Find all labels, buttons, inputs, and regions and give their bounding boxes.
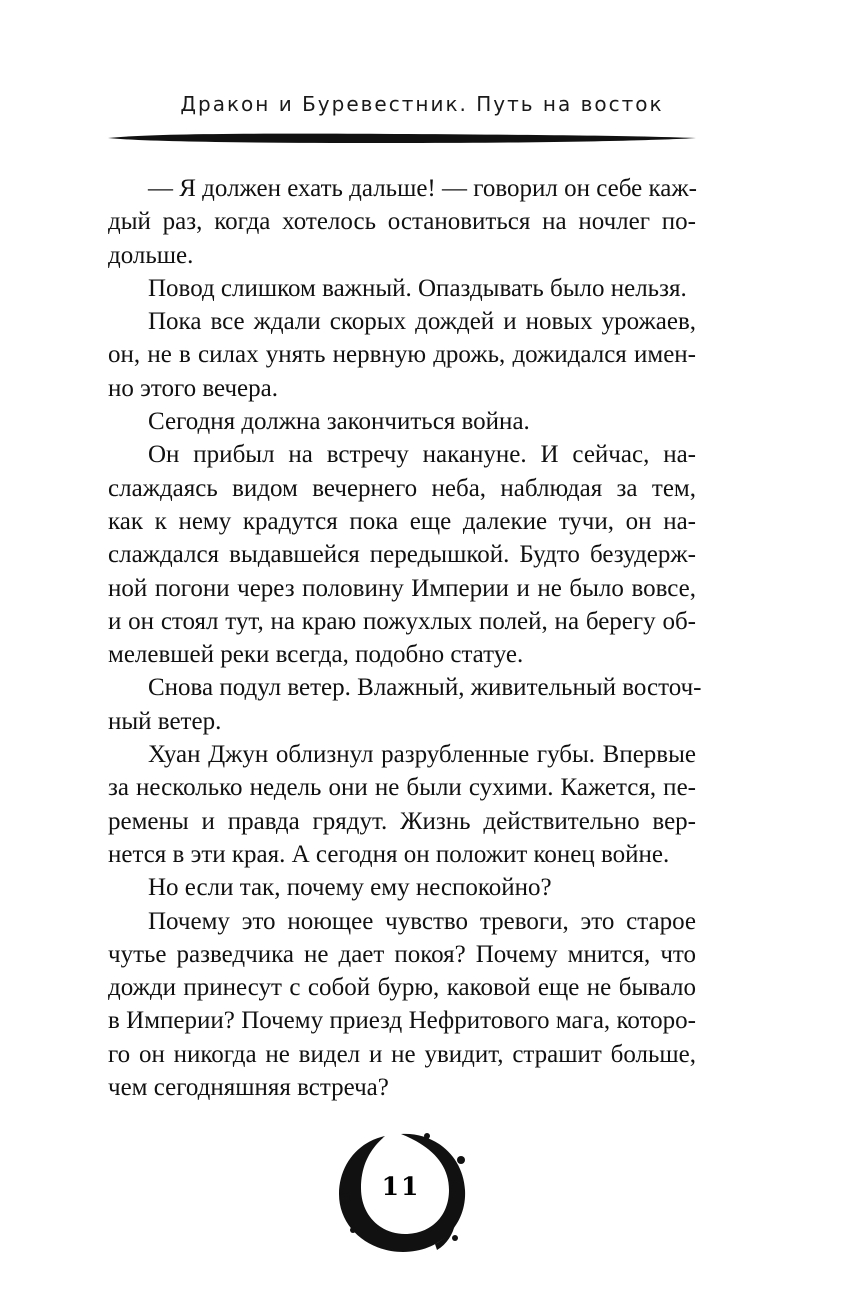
text-line: ной погони через половину Империи и не было вовсе, xyxy=(108,574,696,602)
running-title: Дракон и Буревестник. Путь на восток xyxy=(180,92,664,116)
text-line: ный ветер. xyxy=(108,707,222,735)
text-line: он, не в силах унять нервную дрожь, дожидался имен- xyxy=(108,341,696,369)
text-line: го он никогда не видел и не увидит, страшит больше, xyxy=(108,1040,696,1068)
text-line: слаждался выдавшейся передышкой. Будто безудерж- xyxy=(108,541,696,569)
text-line: чем сегодняшняя встреча? xyxy=(108,1074,389,1102)
text-line: в Империи? Почему приезд Нефритового мага, которо- xyxy=(108,1007,696,1035)
text-line: ремены и правда грядут. Жизнь действительно вер- xyxy=(108,807,696,835)
text-line: Хуан Джун облизнул разрубленные губы. Впервые xyxy=(148,741,696,769)
header-brush-rule xyxy=(108,131,696,145)
text-line: Пока все ждали скорых дождей и новых урожаев, xyxy=(148,308,696,336)
text-line: Снова подул ветер. Влажный, живительный восточ- xyxy=(148,674,702,702)
text-line: и он стоял тут, на краю пожухлых полей, на берегу об- xyxy=(108,607,696,635)
text-line: мелевшей реки всегда, подобно статуе. xyxy=(108,641,524,669)
text-line: нется в эти края. А сегодня он положит конец войне. xyxy=(108,840,670,868)
text-line: дожди принесут с собой бурю, каковой еще не бывало xyxy=(108,974,696,1002)
text-line: чутье разведчика не дает покоя? Почему мнится, что xyxy=(108,940,696,968)
text-line: Он прибыл на встречу накануне. И сейчас, на- xyxy=(148,441,696,469)
text-line: Повод слишком важный. Опаздывать было нельзя. xyxy=(148,274,687,302)
text-line: за несколько недель они не были сухими. Кажется, пе- xyxy=(108,774,696,802)
body-text xyxy=(108,172,702,1104)
page-number: 11 xyxy=(381,1172,421,1201)
text-line: дольше. xyxy=(108,241,194,269)
page-number-ornament xyxy=(331,1126,471,1258)
text-line: дый раз, когда хотелось остановиться на ночлег по- xyxy=(108,208,696,236)
text-line: — Я должен ехать дальше! — говорил он себе каж- xyxy=(148,175,697,202)
text-line: слаждаясь видом вечернего неба, наблюдая за тем, xyxy=(108,474,696,502)
text-line: Но если так, почему ему неспокойно? xyxy=(148,874,552,902)
text-line: Почему это ноющее чувство тревоги, это старое xyxy=(148,907,696,935)
text-line: но этого вечера. xyxy=(108,374,278,402)
text-line: как к нему крадутся пока еще далекие тучи, он на- xyxy=(108,507,696,535)
text-line: Сегодня должна закончиться война. xyxy=(148,408,530,436)
